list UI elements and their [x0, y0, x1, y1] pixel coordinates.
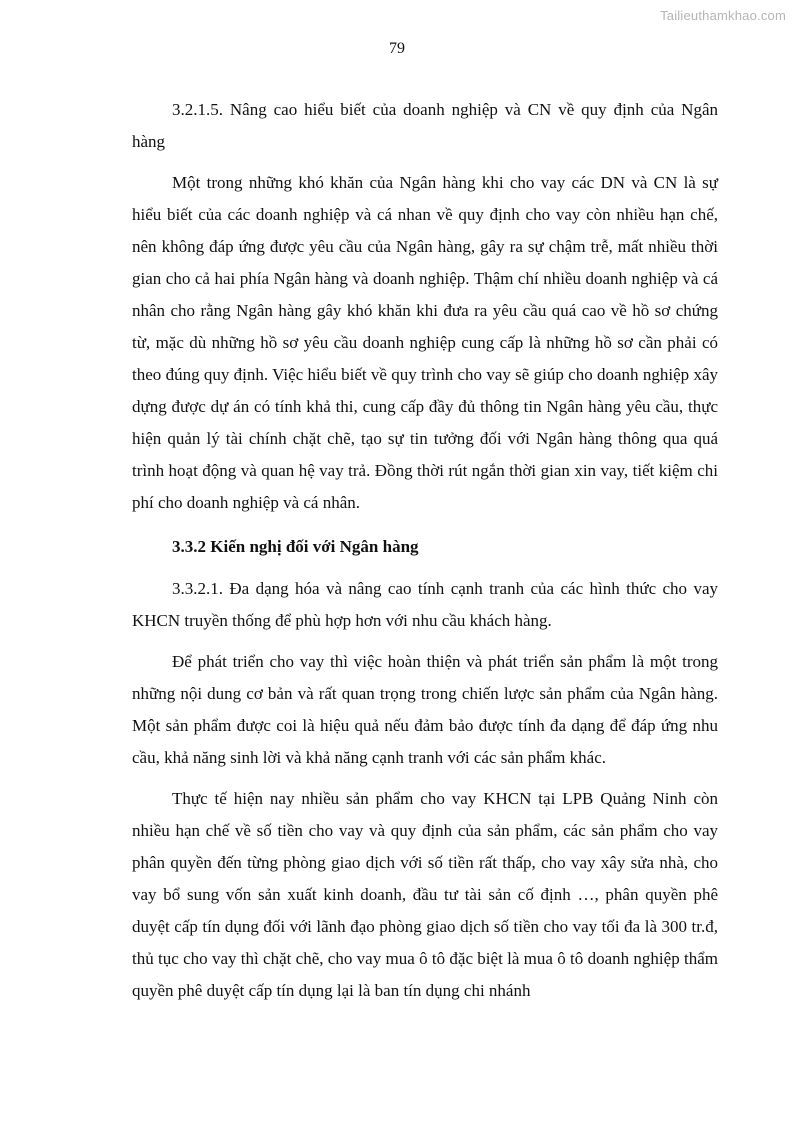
paragraph: Một trong những khó khăn của Ngân hàng khi cho vay các DN và CN là sự hiểu biết của các doanh nghiệp và cá nhan về quy định cho vay còn nhiều hạn chế, nên không đáp ứng được yêu cầu của Ngân hàng, gây ra sự chậm trễ, mất nhiều thời gian cho cả hai phía Ngân hàng và doanh nghiệp. Thậm chí nhiều doanh nghiệp và cá nhân cho rằng Ngân hàng gây khó khăn khi đưa ra yêu cầu quá cao về hồ sơ chứng từ, mặc dù những hồ sơ yêu cầu doanh nghiệp cung cấp là những hồ sơ cần phải có theo đúng quy định. Việc hiểu biết về quy trình cho vay sẽ giúp cho doanh nghiệp xây dựng được dự án có tính khả thi, cung cấp đầy đủ thông tin Ngân hàng yêu cầu, thực hiện quản lý tài chính chặt chẽ, tạo sự tin tưởng đối với Ngân hàng thông qua quá trình hoạt động và quan hệ vay trả. Đồng thời rút ngắn thời gian xin vay, tiết kiệm chi phí cho doanh nghiệp và cá nhân. — [132, 173, 718, 512]
section-heading: 3.3.2 Kiến nghị đối với Ngân hàng — [172, 537, 419, 556]
page-number: 79 — [389, 40, 405, 57]
paragraph: Thực tế hiện nay nhiều sản phẩm cho vay KHCN tại LPB Quảng Ninh còn nhiều hạn chế về số tiền cho vay và quy định của sản phẩm, các sản phẩm cho vay phân quyền đến từng phòng giao dịch với số tiền rất thấp, cho vay xây sửa nhà, cho vay bổ sung vốn sản xuất kinh doanh, đầu tư tài sản cố định …, phân quyền phê duyệt cấp tín dụng đối với lãnh đạo phòng giao dịch số tiền cho vay tối đa là 300 tr.đ, thủ tục cho vay thì chặt chẽ, cho vay mua ô tô đặc biệt là mua ô tô doanh nghiệp thẩm quyền phê duyệt cấp tín dụng lại là ban tín dụng chi nhánh — [132, 789, 718, 1000]
paragraph: Để phát triển cho vay thì việc hoàn thiện và phát triển sản phẩm là một trong những nội dung cơ bản và rất quan trọng trong chiến lược sản phẩm của Ngân hàng. Một sản phẩm được coi là hiệu quả nếu đảm bảo được tính đa dạng để đáp ứng nhu cầu, khả năng sinh lời và khả năng cạnh tranh với các sản phẩm khác. — [132, 652, 718, 767]
document-body — [132, 94, 718, 1016]
subsection-title: 3.3.2.1. Đa dạng hóa và nâng cao tính cạnh tranh của các hình thức cho vay KHCN truyền thống để phù hợp hơn với nhu cầu khách hàng. — [132, 579, 718, 630]
subsection-title: 3.2.1.5. Nâng cao hiểu biết của doanh nghiệp và CN về quy định của Ngân hàng — [132, 100, 718, 151]
watermark: Tailieuthamkhao.com — [660, 8, 786, 23]
